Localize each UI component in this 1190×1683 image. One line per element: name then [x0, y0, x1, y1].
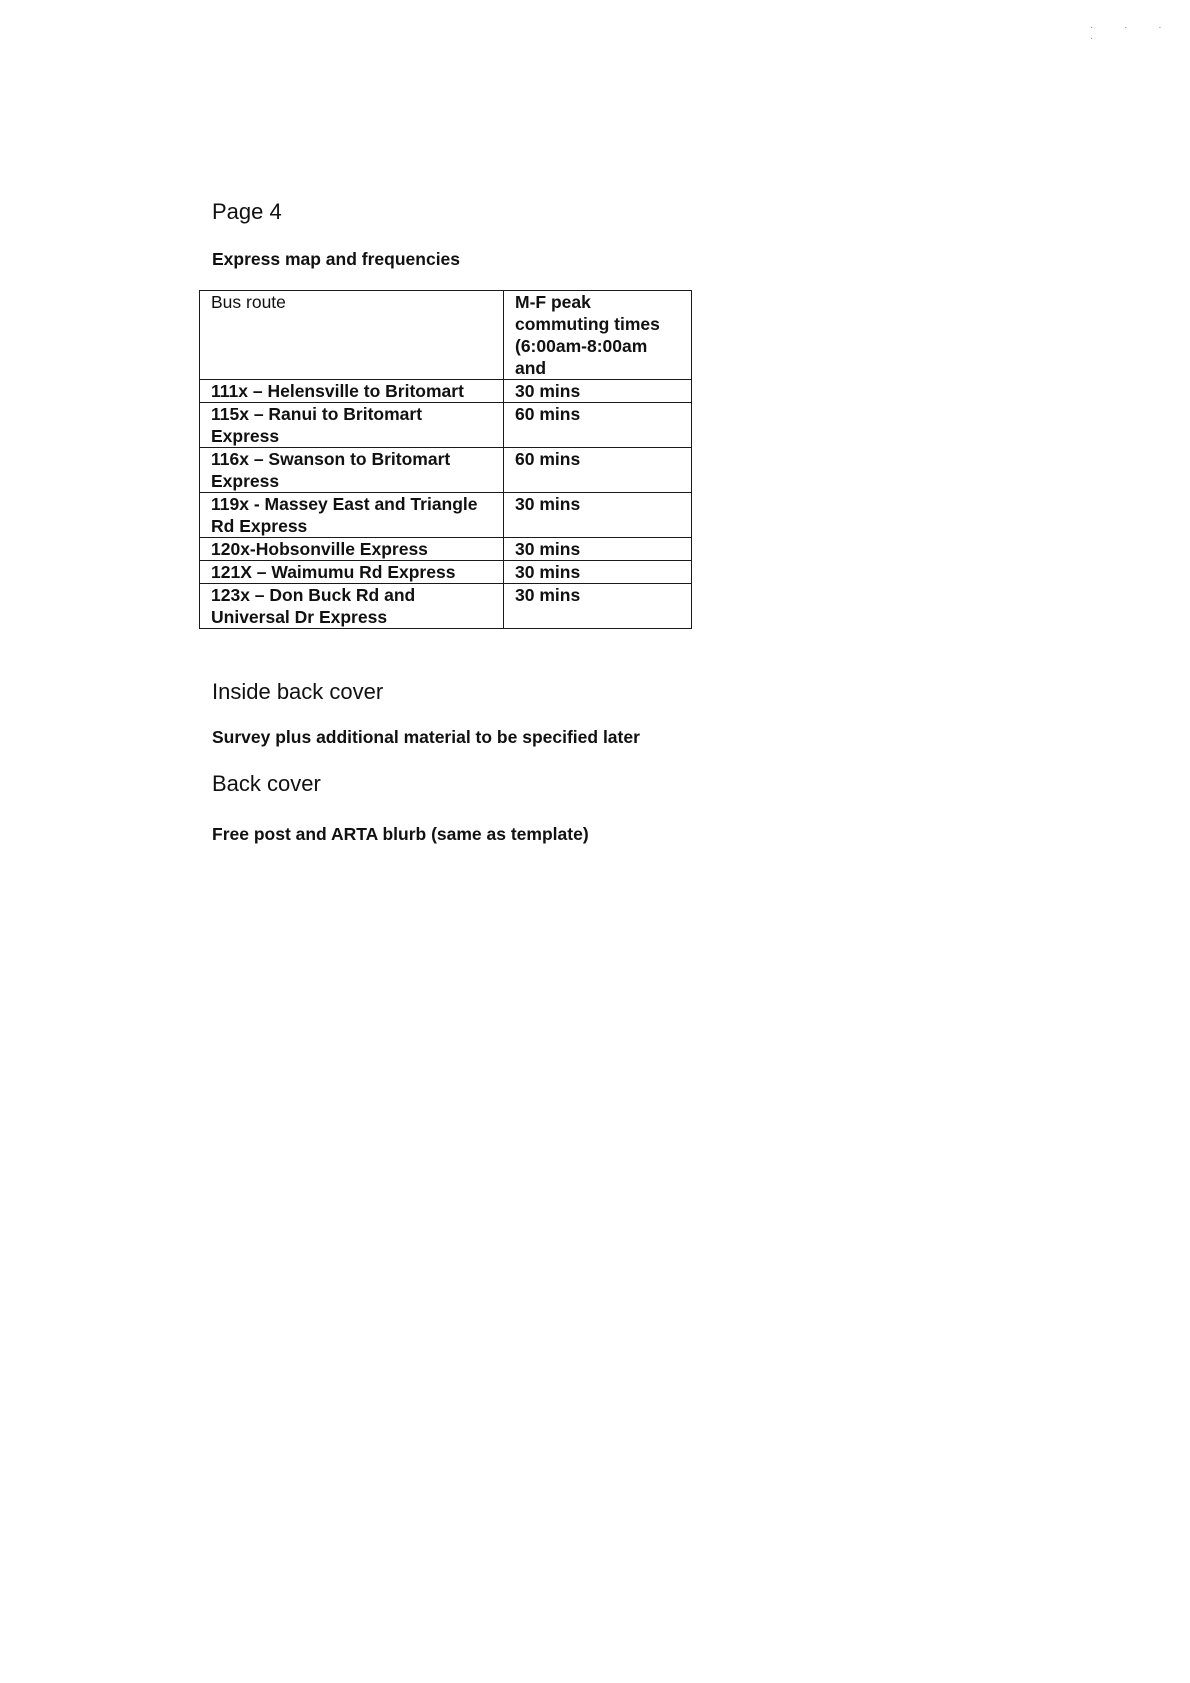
- frequency-cell: 60 mins: [504, 403, 692, 448]
- route-cell: 111x – Helensville to Britomart: [200, 380, 504, 403]
- table-row: [200, 448, 692, 493]
- table-row: [200, 493, 692, 538]
- header-bus-route: Bus route: [200, 291, 504, 380]
- table-header-row: [200, 291, 692, 380]
- route-cell: 120x-Hobsonville Express: [200, 538, 504, 561]
- route-cell: 119x - Massey East and Triangle Rd Express: [200, 493, 504, 538]
- back-cover-text: Free post and ARTA blurb (same as template): [212, 824, 589, 844]
- header-peak-times: M-F peak commuting times (6:00am-8:00am and: [504, 291, 692, 380]
- frequency-cell: 60 mins: [504, 448, 692, 493]
- table-row: [200, 538, 692, 561]
- table-row: [200, 561, 692, 584]
- route-cell: 116x – Swanson to Britomart Express: [200, 448, 504, 493]
- table-row: [200, 584, 692, 629]
- page-title: Page 4: [212, 199, 282, 224]
- table-row: [200, 380, 692, 403]
- table-row: [200, 403, 692, 448]
- route-cell: 123x – Don Buck Rd and Universal Dr Express: [200, 584, 504, 629]
- express-section-label: Express map and frequencies: [212, 249, 461, 269]
- frequency-cell: 30 mins: [504, 561, 692, 584]
- scan-specks: · · · ·: [1090, 22, 1176, 44]
- inside-back-cover-text: Survey plus additional material to be specified later: [212, 727, 640, 747]
- frequency-cell: 30 mins: [504, 584, 692, 629]
- route-cell: 115x – Ranui to Britomart Express: [200, 403, 504, 448]
- inside-back-cover-heading: Inside back cover: [212, 679, 384, 704]
- express-frequency-table: [199, 290, 692, 629]
- back-cover-heading: Back cover: [212, 771, 321, 796]
- route-cell: 121X – Waimumu Rd Express: [200, 561, 504, 584]
- frequency-cell: 30 mins: [504, 538, 692, 561]
- frequency-cell: 30 mins: [504, 493, 692, 538]
- frequency-cell: 30 mins: [504, 380, 692, 403]
